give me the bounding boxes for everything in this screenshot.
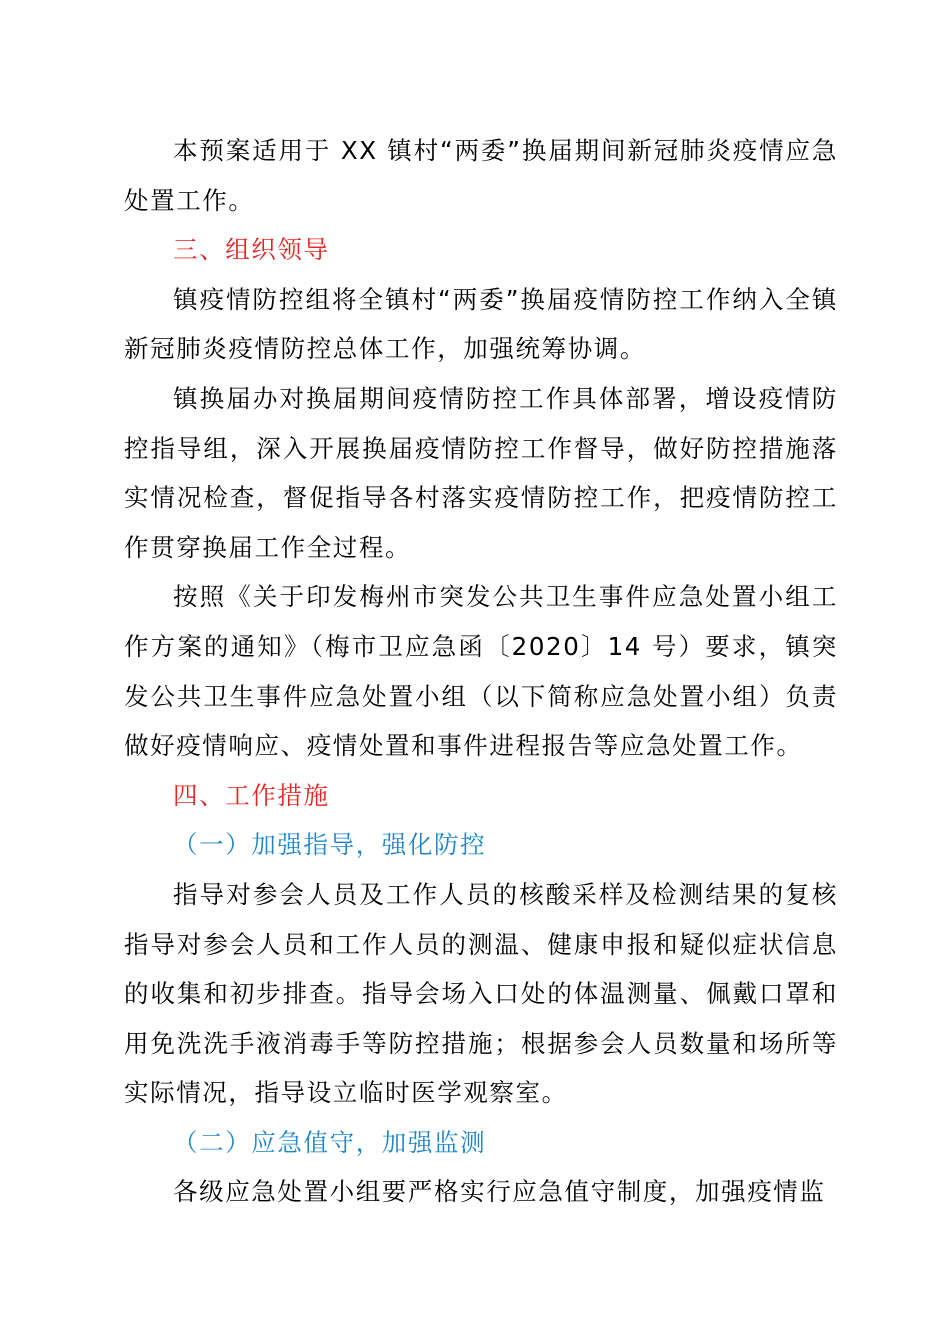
subheading-guidance: （一）加强指导，强化防控 (173, 830, 487, 860)
paragraph-emergency-team: 按照《关于印发梅州市突发公共卫生事件应急处置小组工作方案的通知》（梅市卫应急函〔2020〕14 号）要求，镇突发公共卫生事件应急处置小组（以下简称应急处置小组）负责做好疫情响应、疫情处置和事件进程报告等应急处置工作。 (124, 582, 838, 761)
subheading-duty: （二）应急值守，加强监测 (173, 1127, 487, 1157)
paragraph-guidance: 指导对参会人员及工作人员的核酸采样及检测结果的复核指导对参会人员和工作人员的测温、健康申报和疑似症状信息的收集和初步排查。指导会场入口处的体温测量、佩戴口罩和用免洗洗手液消毒手等防控措施；根据参会人员数量和场所等实际情况，指导设立临时医学观察室。 (124, 879, 838, 1108)
heading-organization: 三、组织领导 (173, 235, 330, 265)
document-body (124, 126, 838, 1217)
paragraph-scope: 本预案适用于 XX 镇村“两委”换届期间新冠肺炎疫情应急处置工作。 (124, 136, 838, 215)
paragraph-duty: 各级应急处置小组要严格实行应急值守制度，加强疫情监 (173, 1177, 826, 1207)
paragraph-town-group: 镇疫情防控组将全镇村“两委”换届疫情防控工作纳入全镇新冠肺炎疫情防控总体工作，加强统筹协调。 (124, 284, 838, 364)
heading-measures: 四、工作措施 (173, 780, 330, 810)
paragraph-election-office: 镇换届办对换届期间疫情防控工作具体部署，增设疫情防控指导组，深入开展换届疫情防控工作督导，做好防控措施落实情况检查，督促指导各村落实疫情防控工作，把疫情防控工作贯穿换届工作全过程。 (124, 383, 838, 562)
